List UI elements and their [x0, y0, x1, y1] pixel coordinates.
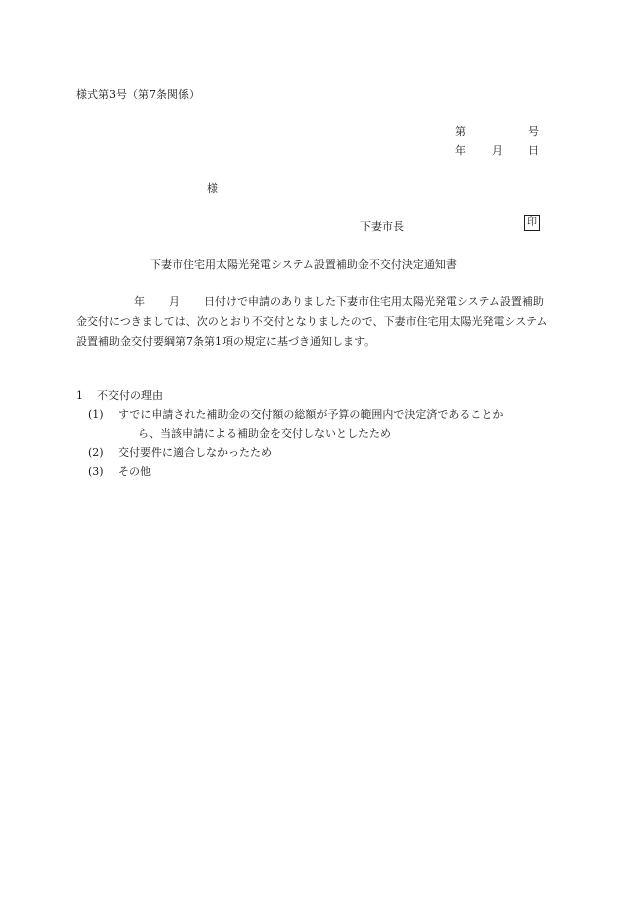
date-year-label: 年 — [455, 144, 466, 157]
reason-item-line1: 交付要件に適合しなかったため — [118, 446, 272, 459]
reason-item-line2: ら、当該申請による補助金を交付しないとしたため — [138, 427, 391, 440]
body-text: 日付けで申請のありました下妻市住宅用太陽光発電システム設置補助金交付につきましては、次のとおり不交付となりましたので、下妻市住宅用太陽光発電システム設置補助金交付要綱第7条第1項の規定に基づき通知します。 — [76, 295, 548, 348]
reason-item-line1: すでに申請された補助金の交付額の総額が予算の範囲内で決定済であることか — [118, 408, 504, 421]
document-number-suffix: 号 — [528, 125, 539, 138]
reason-item-2 — [76, 443, 552, 462]
seal-stamp-box: 印 — [524, 215, 540, 231]
addressee-honorific: 様 — [207, 182, 218, 195]
date-day-label: 日 — [528, 144, 539, 157]
document-title: 下妻市住宅用太陽光発電システム設置補助金不交付決定通知書 — [150, 258, 457, 271]
reason-list — [76, 405, 552, 481]
section-heading-text: 不交付の理由 — [97, 389, 163, 402]
body-paragraph — [76, 292, 552, 352]
document-number-label: 第 — [455, 125, 466, 138]
reason-item-3 — [76, 462, 552, 481]
reason-item-1 — [76, 405, 552, 443]
reason-item-number: (1) — [88, 408, 104, 421]
section-heading — [76, 387, 163, 403]
form-number: 様式第3号（第7条関係） — [76, 88, 200, 101]
reason-item-line1: その他 — [118, 465, 151, 478]
date-month-label: 月 — [492, 144, 503, 157]
body-year-label: 年 — [134, 295, 145, 308]
body-month-label: 月 — [169, 295, 180, 308]
issuer-name: 下妻市長 — [360, 220, 404, 233]
section-number: 1 — [76, 389, 83, 402]
reason-item-number: (3) — [88, 465, 104, 478]
reason-item-number: (2) — [88, 446, 104, 459]
